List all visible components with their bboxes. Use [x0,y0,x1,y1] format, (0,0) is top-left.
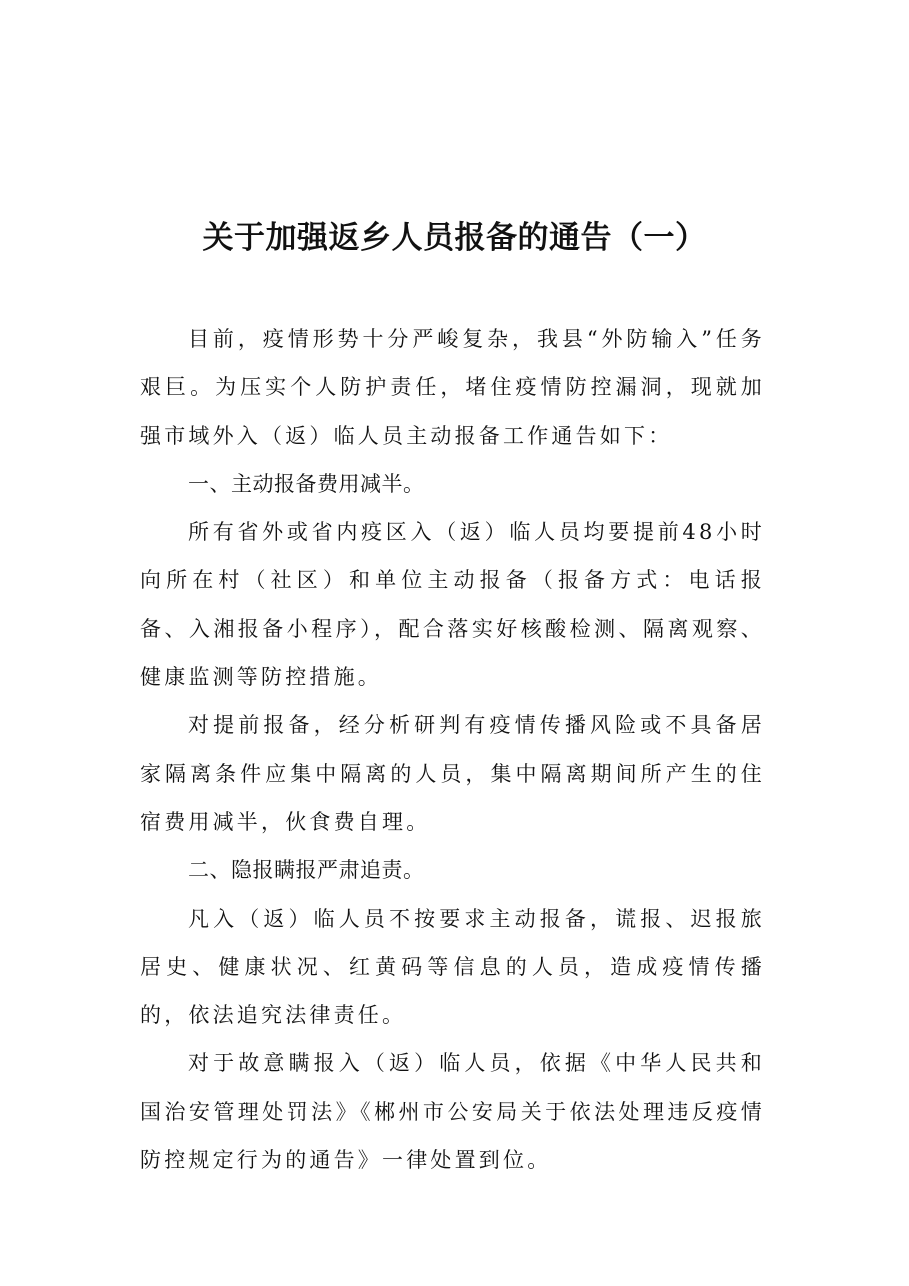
document-body [140,315,765,1184]
intro-paragraph: 目前，疫情形势十分严峻复杂，我县“外防输入”任务艰巨。为压实个人防护责任，堵住疫情防控漏洞，现就加强市域外入（返）临人员主动报备工作通告如下： [140,327,765,448]
section-paragraph: 凡入（返）临人员不按要求主动报备，谎报、迟报旅居史、健康状况、红黄码等信息的人员，造成疫情传播的，依法追究法律责任。 [140,906,765,1028]
section-2 [140,846,765,1184]
section-paragraph: 所有省外或省内疫区入（返）临人员均要提前48小时向所在村（社区）和单位主动报备（报备方式：电话报备、入湘报备小程序），配合落实好核酸检测、隔离观察、健康监测等防控措施。 [140,520,765,690]
section-heading: 一、主动报备费用减半。 [188,471,425,496]
document-title: 关于加强返乡人员报备的通告（一） [202,220,707,256]
section-1 [140,460,765,846]
section-paragraph: 对于故意瞒报入（返）临人员，依据《中华人民共和国治安管理处罚法》《郴州市公安局关于依法处理违反疫情防控规定行为的通告》一律处置到位。 [140,1051,765,1173]
section-heading: 二、隐报瞒报严肃追责。 [188,858,425,883]
section-paragraph: 对提前报备，经分析研判有疫情传播风险或不具备居家隔离条件应集中隔离的人员，集中隔离期间所产生的住宿费用减半，伙食费自理。 [140,713,765,834]
